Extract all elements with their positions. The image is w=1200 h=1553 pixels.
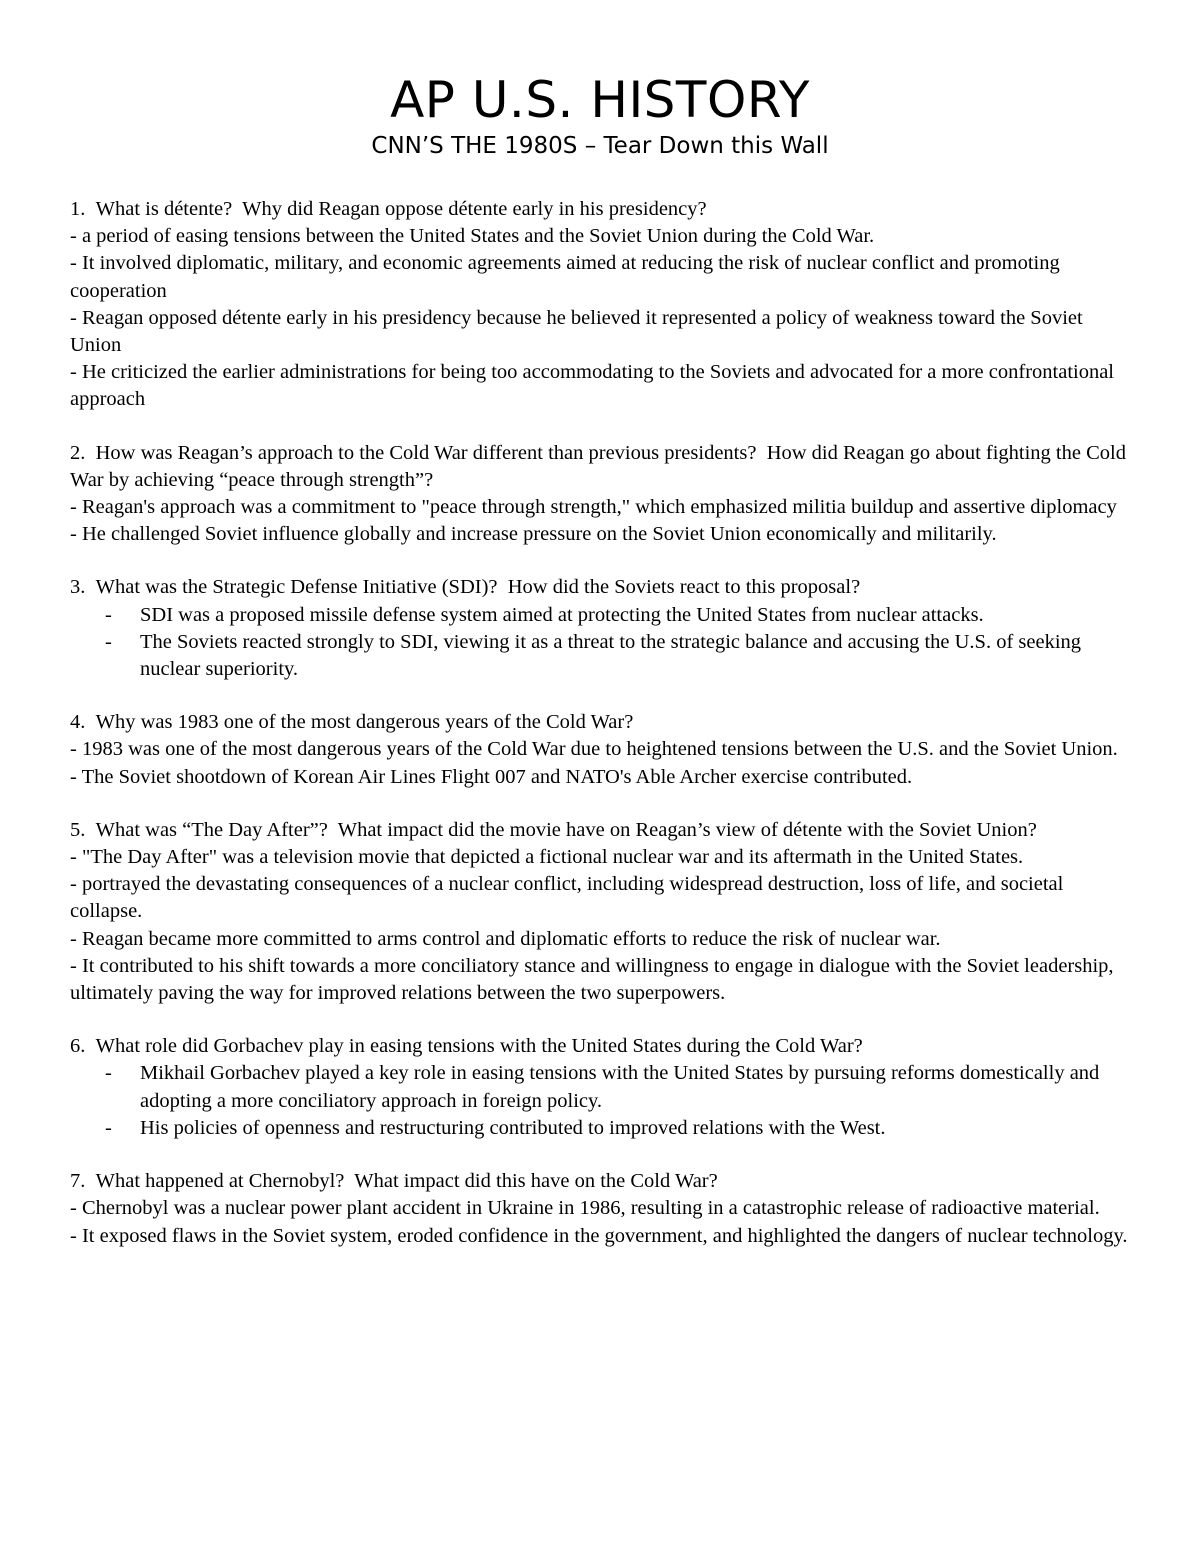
answer-line: - 1983 was one of the most dangerous years of the Cold War due to heightened tensions between the U.S. and the Soviet Union. xyxy=(70,738,1118,761)
question-4 xyxy=(70,709,1132,791)
question-1 xyxy=(70,196,1132,414)
answer-bullet xyxy=(70,1115,1132,1142)
answer-line: - The Soviet shootdown of Korean Air Lines Flight 007 and NATO's Able Archer exercise contributed. xyxy=(70,765,913,788)
answer-line: - "The Day After" was a television movie that depicted a fictional nuclear war and its aftermath in the United States. xyxy=(70,846,1024,869)
question-prompt xyxy=(70,196,1132,223)
question-number: 1. xyxy=(70,198,86,220)
question-text: Why was 1983 one of the most dangerous years of the Cold War? xyxy=(95,711,634,734)
question-text: What happened at Chernobyl? What impact did this have on the Cold War? xyxy=(95,1170,718,1193)
answer-line: - a period of easing tensions between the United States and the Soviet Union during the Cold War. xyxy=(70,225,875,248)
answer-bullet xyxy=(70,629,1132,683)
answer-bullet xyxy=(70,602,1132,629)
question-text: What was the Strategic Defense Initiative (SDI)? How did the Soviets react to this proposal? xyxy=(95,576,861,599)
answer-line: - portrayed the devastating consequences of a nuclear conflict, including widespread destruction, loss of life, and societal collapse. xyxy=(70,873,1064,923)
question-prompt xyxy=(70,817,1132,844)
question-number: 3. xyxy=(70,576,86,599)
answer-bullet-text: His policies of openness and restructuring contributed to improved relations with the West. xyxy=(140,1116,886,1139)
question-3 xyxy=(70,574,1132,683)
question-6 xyxy=(70,1033,1132,1142)
question-text: What is détente? Why did Reagan oppose détente early in his presidency? xyxy=(95,198,707,220)
question-prompt xyxy=(70,1033,1132,1060)
question-text: How was Reagan’s approach to the Cold War different than previous presidents? How did Reagan go about fighting the Cold War by achieving “peace through strength”? xyxy=(70,441,1131,491)
question-2 xyxy=(70,440,1132,549)
question-number: 7. xyxy=(70,1170,86,1193)
answer-line: - It exposed flaws in the Soviet system, eroded confidence in the government, and highlighted the dangers of nuclear technology. xyxy=(70,1224,1128,1247)
question-7 xyxy=(70,1168,1132,1250)
page-title: AP U.S. HISTORY xyxy=(390,71,810,129)
answer-bullet-text: SDI was a proposed missile defense system aimed at protecting the United States from nuclear attacks. xyxy=(140,603,984,626)
answer-line: - It contributed to his shift towards a more conciliatory stance and willingness to engage in dialogue with the Soviet leadership, ultimately paving the way for improved relations between the two superpowers. xyxy=(70,954,1114,1005)
answer-bullet-text: Mikhail Gorbachev played a key role in easing tensions with the United States by pursuing reforms domestically and adopting a more conciliatory approach in foreign policy. xyxy=(140,1062,1100,1112)
answer-line: - Reagan opposed détente early in his presidency because he believed it represented a policy of weakness toward the Soviet Union xyxy=(70,306,1083,357)
question-number: 2. xyxy=(70,441,86,464)
question-list xyxy=(70,196,1132,1276)
answer-line: - Reagan's approach was a commitment to "peace through strength," which emphasized militia buildup and assertive diplomacy xyxy=(70,496,1117,519)
bullet-dash: - xyxy=(105,1062,112,1085)
question-number: 4. xyxy=(70,711,86,734)
answer-bullet-text: The Soviets reacted strongly to SDI, viewing it as a threat to the strategic balance and accusing the U.S. of seeking nuclear superiority. xyxy=(140,630,1082,681)
answer-line: - He criticized the earlier administrations for being too accommodating to the Soviets and advocated for a more confrontational approach xyxy=(70,361,1114,411)
bullet-dash: - xyxy=(105,603,112,626)
answer-line: - Reagan became more committed to arms control and diplomatic efforts to reduce the risk of nuclear war. xyxy=(70,927,941,950)
question-number: 6. xyxy=(70,1035,86,1058)
question-number: 5. xyxy=(70,818,86,841)
question-5 xyxy=(70,817,1132,1007)
question-prompt xyxy=(70,1168,1132,1195)
question-prompt xyxy=(70,709,1132,736)
question-text: What role did Gorbachev play in easing tensions with the United States during the Cold War? xyxy=(95,1035,863,1058)
question-prompt xyxy=(70,440,1132,494)
bullet-dash: - xyxy=(105,1116,112,1139)
answer-bullet-list xyxy=(70,1060,1132,1142)
answer-bullet xyxy=(70,1060,1132,1114)
question-text: What was “The Day After”? What impact did the movie have on Reagan’s view of détente with the Soviet Union? xyxy=(95,818,1037,841)
answer-line: - He challenged Soviet influence globally and increase pressure on the Soviet Union economically and militarily. xyxy=(70,523,997,546)
answer-line: - Chernobyl was a nuclear power plant accident in Ukraine in 1986, resulting in a catastrophic release of radioactive material. xyxy=(70,1197,1100,1220)
answer-line: - It involved diplomatic, military, and economic agreements aimed at reducing the risk of nuclear conflict and promoting cooperation xyxy=(70,252,1060,302)
question-prompt xyxy=(70,574,1132,601)
answer-bullet-list xyxy=(70,602,1132,684)
page-subtitle: CNN’S THE 1980S – Tear Down this Wall xyxy=(371,133,829,159)
bullet-dash: - xyxy=(105,630,112,653)
